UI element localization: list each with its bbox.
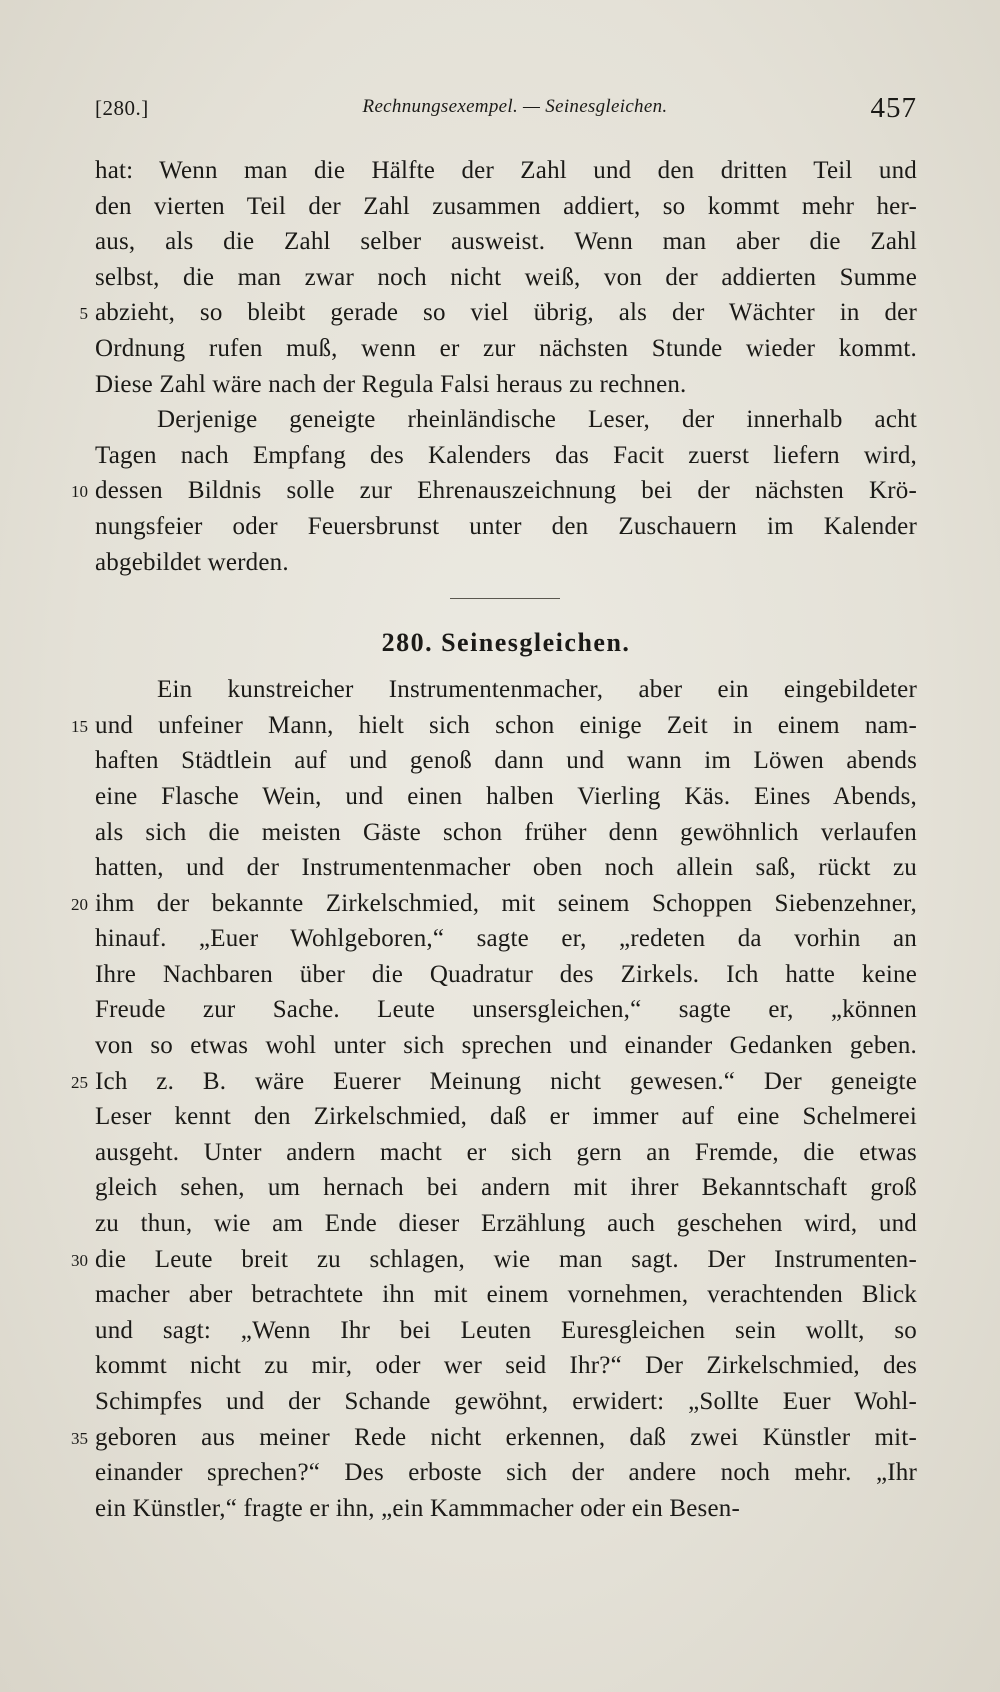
line-text: Ich z. B. wäre Euerer Meinung nicht gewesen.“ Der geneigte [95, 1067, 917, 1095]
text-line [95, 672, 917, 708]
line-text: von so etwas wohl unter sich sprechen und einander Gedanken geben. [95, 1032, 917, 1060]
text-line [95, 1206, 917, 1242]
text-line [71, 708, 917, 744]
text-line [71, 1064, 917, 1100]
line-text: Derjenige geneigte rheinländische Leser, der innerhalb acht [157, 406, 917, 434]
line-text: Ein kunstreicher Instrumentenmacher, aber ein eingebildeter [157, 676, 917, 704]
line-text: Ihre Nachbaren über die Quadratur des Zirkels. Ich hatte keine [95, 960, 917, 988]
text-line [95, 1099, 917, 1135]
text-line [95, 921, 917, 957]
line-text: die Leute breit zu schlagen, wie man sagt. Der Instrumenten- [95, 1245, 917, 1273]
text-line [95, 1313, 917, 1349]
line-number: 10 [71, 482, 88, 502]
line-text: als sich die meisten Gäste schon früher denn gewöhnlich verlaufen [95, 818, 917, 846]
line-text: hinauf. „Euer Wohlgeboren,“ sagte er, „redeten da vorhin an [95, 925, 917, 953]
line-text: haften Städtlein auf und genoß dann und wann im Löwen abends [95, 747, 917, 775]
text-line [95, 331, 917, 367]
line-text: ein Künstler,“ fragte er ihn, „ein Kammmacher oder ein Besen- [95, 1494, 740, 1522]
paragraph-2 [71, 402, 917, 580]
line-text: hatten, und der Instrumentenmacher oben noch allein saß, rückt zu [95, 854, 917, 882]
line-text: zu thun, wie am Ende dieser Erzählung auch geschehen wird, und [95, 1210, 917, 1238]
text-line [71, 886, 917, 922]
paragraph-1 [79, 153, 917, 402]
separator-rule [450, 598, 560, 599]
text-line [95, 1455, 917, 1491]
text-line [95, 743, 917, 779]
line-text: Ordnung rufen muß, wenn er zur nächsten Stunde wieder kommt. [95, 334, 917, 362]
text-line [95, 850, 917, 886]
text-line [71, 1242, 917, 1278]
line-text: aus, als die Zahl selber ausweist. Wenn man aber die Zahl [95, 228, 917, 256]
text-line [95, 402, 917, 438]
line-text: Diese Zahl wäre nach der Regula Falsi heraus zu rechnen. [95, 370, 687, 398]
line-text: macher aber betrachtete ihn mit einem vornehmen, verachtenden Blick [95, 1281, 917, 1309]
text-line [71, 473, 917, 509]
line-number: 30 [71, 1250, 88, 1270]
text-line [95, 992, 917, 1028]
text-line [95, 1135, 917, 1171]
paragraph-3 [71, 672, 917, 1526]
line-number: 35 [71, 1428, 88, 1448]
section-separator [95, 580, 917, 614]
text-line [95, 1348, 917, 1384]
line-text: ihm der bekannte Zirkelschmied, mit seinem Schoppen Siebenzehner, [95, 889, 917, 917]
running-title: Rechnungsexempel. — Seinesgleichen. [362, 96, 668, 117]
line-text: kommt nicht zu mir, oder wer seid Ihr?“ Der Zirkelschmied, des [95, 1352, 917, 1380]
text-line [95, 189, 917, 225]
line-text: gleich sehen, um hernach bei andern mit ihrer Bekanntschaft groß [95, 1174, 917, 1202]
text-line [95, 1384, 917, 1420]
page-reference: [280.] [95, 96, 149, 120]
line-text: nungsfeier oder Feuersbrunst unter den Zuschauern im Kalender [95, 512, 917, 540]
line-text: und unfeiner Mann, hielt sich schon einige Zeit in einem nam- [95, 711, 917, 739]
text-line [95, 1277, 917, 1313]
text-line [95, 957, 917, 993]
line-text: abzieht, so bleibt gerade so viel übrig, als der Wächter in der [95, 299, 917, 327]
line-text: hat: Wenn man die Hälfte der Zahl und den dritten Teil und [95, 157, 917, 184]
line-text: den vierten Teil der Zahl zusammen addiert, so kommt mehr her- [95, 192, 917, 220]
text-line [95, 367, 917, 403]
section-heading: 280. Seinesgleichen. [381, 628, 631, 658]
text-line [79, 295, 917, 331]
text-line [95, 153, 917, 189]
line-text: einander sprechen?“ Des erboste sich der andere noch mehr. „Ihr [95, 1459, 917, 1487]
text-line [95, 1491, 917, 1527]
line-text: ausgeht. Unter andern macht er sich gern an Fremde, die etwas [95, 1138, 917, 1166]
line-text: Schimpfes und der Schande gewöhnt, erwidert: „Sollte Euer Wohl- [95, 1388, 917, 1415]
line-text: selbst, die man zwar noch nicht weiß, von der addierten Summe [95, 263, 917, 291]
text-line [95, 509, 917, 545]
line-text: abgebildet werden. [95, 548, 289, 576]
line-number: 20 [71, 894, 88, 914]
line-number: 25 [71, 1072, 88, 1092]
line-text: und sagt: „Wenn Ihr bei Leuten Euresgleichen sein wollt, so [95, 1316, 917, 1344]
text-line [95, 779, 917, 815]
text-line [95, 224, 917, 260]
body-text [71, 153, 917, 1526]
text-line [71, 1420, 917, 1456]
page-header [95, 92, 917, 132]
line-number: 5 [79, 304, 88, 324]
line-text: geboren aus meiner Rede nicht erkennen, daß zwei Künstler mit- [95, 1423, 917, 1451]
text-line [95, 545, 917, 581]
text-line [95, 1028, 917, 1064]
line-number: 15 [71, 716, 88, 736]
text-line [95, 815, 917, 851]
text-line [95, 260, 917, 296]
line-text: Freude zur Sache. Leute unsersgleichen,“ sagte er, „können [95, 996, 917, 1024]
line-text: eine Flasche Wein, und einen halben Vierling Käs. Eines Abends, [95, 782, 917, 810]
line-text: dessen Bildnis solle zur Ehrenauszeichnung bei der nächsten Krö- [95, 477, 917, 505]
text-line [95, 1170, 917, 1206]
line-text: Tagen nach Empfang des Kalenders das Facit zuerst liefern wird, [95, 441, 917, 469]
line-text: Leser kennt den Zirkelschmied, daß er immer auf eine Schelmerei [95, 1103, 917, 1131]
page-number: 457 [870, 92, 917, 124]
text-line [95, 438, 917, 474]
